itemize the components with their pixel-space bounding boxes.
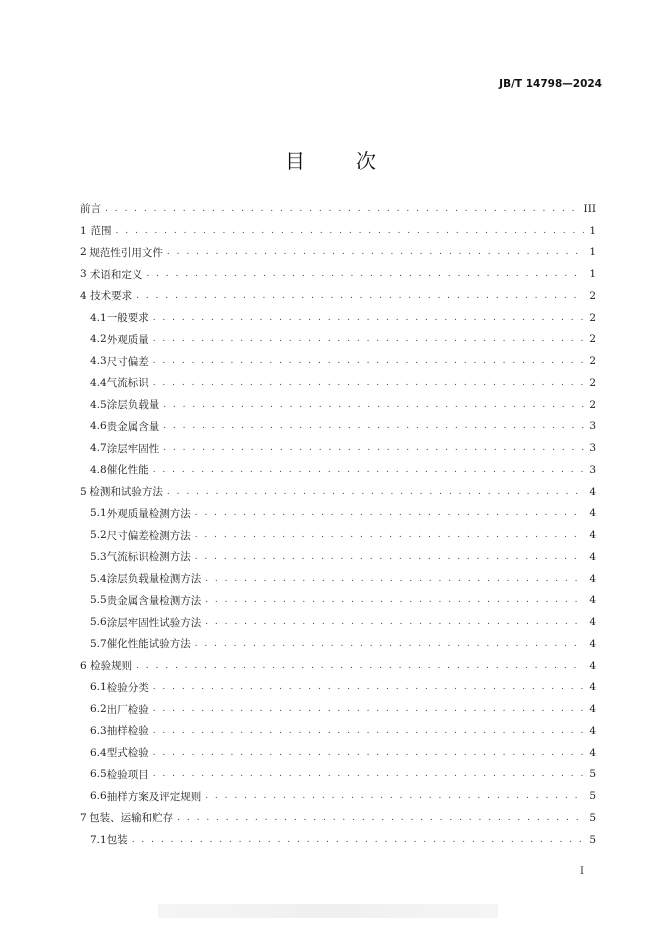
toc-entry-label: 外观质量 bbox=[106, 333, 149, 346]
toc-entry-label: 涂层负载量检测方法 bbox=[106, 573, 202, 586]
toc-entry[interactable] bbox=[80, 546, 596, 568]
toc-entry[interactable] bbox=[80, 307, 596, 329]
toc-leader-dots bbox=[195, 508, 584, 518]
toc-entry[interactable] bbox=[80, 655, 596, 677]
toc-entry[interactable] bbox=[80, 568, 596, 590]
toc-entry-number: 5 bbox=[80, 485, 87, 498]
toc-leader-dots bbox=[167, 247, 584, 257]
toc-entry-page: III bbox=[583, 202, 596, 215]
toc-leader-dots bbox=[153, 726, 584, 736]
toc-entry[interactable] bbox=[80, 481, 596, 503]
toc-entry-label: 检验分类 bbox=[106, 681, 149, 694]
toc-entry-label: 贵金属含量检测方法 bbox=[106, 594, 202, 607]
toc-entry-number: 4 bbox=[80, 289, 87, 302]
toc-entry-page: 2 bbox=[589, 333, 596, 346]
toc-entry-label: 规范性引用文件 bbox=[89, 246, 163, 259]
toc-leader-dots bbox=[163, 443, 584, 453]
toc-entry-number: 4.1 bbox=[90, 311, 107, 324]
toc-entry-number: 2 bbox=[80, 246, 87, 259]
toc-entry[interactable] bbox=[80, 720, 596, 742]
toc-leader-dots bbox=[146, 269, 584, 279]
toc-entry-number: 6.6 bbox=[90, 790, 107, 803]
toc-leader-dots bbox=[153, 356, 584, 366]
toc-entry-label: 贵金属含量 bbox=[106, 420, 160, 433]
toc-entry-label: 涂层负载量 bbox=[106, 399, 160, 412]
toc-entry[interactable] bbox=[80, 524, 596, 546]
toc-entry[interactable] bbox=[80, 503, 596, 525]
toc-entry[interactable] bbox=[80, 785, 596, 807]
toc-entry-label: 涂层牢固性试验方法 bbox=[106, 616, 202, 629]
toc-leader-dots bbox=[136, 661, 584, 671]
toc-leader-dots bbox=[205, 574, 584, 584]
title-char-2: 次 bbox=[356, 149, 377, 173]
toc-entry-page: 5 bbox=[589, 811, 596, 824]
toc-entry[interactable] bbox=[80, 633, 596, 655]
toc-entry-page: 4 bbox=[589, 572, 596, 585]
toc-entry-label: 范围 bbox=[90, 225, 112, 238]
toc-entry-number: 3 bbox=[80, 268, 87, 281]
toc-entry-page: 4 bbox=[589, 550, 596, 563]
toc-entry-label: 尺寸偏差 bbox=[106, 355, 149, 368]
toc-entry-page: 4 bbox=[589, 681, 596, 694]
toc-entry[interactable] bbox=[80, 742, 596, 764]
toc-entry-label: 技术要求 bbox=[90, 290, 133, 303]
toc-entry-label: 尺寸偏差检测方法 bbox=[106, 529, 191, 542]
toc-entry[interactable] bbox=[80, 437, 596, 459]
toc-entry-label: 检验规则 bbox=[90, 660, 133, 673]
toc-entry-number: 1 bbox=[80, 224, 87, 237]
toc-entry[interactable] bbox=[80, 416, 596, 438]
toc-entry-label: 气流标识 bbox=[106, 377, 149, 390]
toc-leader-dots bbox=[163, 421, 584, 431]
toc-entry[interactable] bbox=[80, 764, 596, 786]
toc-entry-number: 5.1 bbox=[90, 507, 107, 520]
toc-entry-number: 4.2 bbox=[90, 333, 107, 346]
toc-entry[interactable] bbox=[80, 242, 596, 264]
toc-entry-page: 4 bbox=[589, 637, 596, 650]
toc-entry-page: 4 bbox=[589, 594, 596, 607]
toc-entry-number: 4.8 bbox=[90, 463, 107, 476]
toc-leader-dots bbox=[205, 617, 584, 627]
toc-entry-number: 4.7 bbox=[90, 442, 107, 455]
toc-entry-label: 型式检验 bbox=[106, 747, 149, 760]
toc-leader-dots bbox=[153, 769, 584, 779]
toc-entry[interactable] bbox=[80, 350, 596, 372]
toc-entry-page: 4 bbox=[589, 507, 596, 520]
toc-entry-number: 5.3 bbox=[90, 550, 107, 563]
toc-entry-label: 前言 bbox=[80, 203, 101, 216]
toc-entry-number: 4.4 bbox=[90, 376, 107, 389]
title-char-1: 目 bbox=[285, 149, 306, 173]
toc-entry[interactable] bbox=[80, 611, 596, 633]
toc-entry-number: 6 bbox=[80, 659, 87, 672]
toc-leader-dots bbox=[163, 400, 584, 410]
toc-entry-label: 抽样方案及评定规则 bbox=[106, 790, 202, 803]
toc-entry[interactable] bbox=[80, 263, 596, 285]
toc-entry-page: 2 bbox=[589, 289, 596, 302]
toc-leader-dots bbox=[153, 378, 584, 388]
toc-leader-dots bbox=[153, 334, 584, 344]
toc-leader-dots bbox=[195, 530, 584, 540]
toc-leader-dots bbox=[195, 639, 584, 649]
toc-entry-page: 5 bbox=[589, 833, 596, 846]
toc-leader-dots bbox=[167, 487, 584, 497]
toc-entry-page: 2 bbox=[589, 355, 596, 368]
toc-entry[interactable] bbox=[80, 590, 596, 612]
toc-entry[interactable] bbox=[80, 459, 596, 481]
toc-leader-dots bbox=[136, 291, 584, 301]
toc-entry-number: 5.7 bbox=[90, 637, 107, 650]
toc-entry-page: 3 bbox=[589, 463, 596, 476]
toc-entry-label: 催化性能 bbox=[106, 464, 149, 477]
toc-entry-page: 4 bbox=[589, 659, 596, 672]
toc-entry[interactable] bbox=[80, 829, 596, 851]
toc-entry-label: 气流标识检测方法 bbox=[106, 551, 191, 564]
toc-entry-number: 6.2 bbox=[90, 703, 107, 716]
toc-entry[interactable] bbox=[80, 285, 596, 307]
toc-entry-number: 6.1 bbox=[90, 681, 107, 694]
toc-entry-page: 1 bbox=[589, 246, 596, 259]
toc-entry-number: 6.5 bbox=[90, 768, 107, 781]
toc-entry-label: 出厂检验 bbox=[106, 703, 149, 716]
table-of-contents bbox=[80, 198, 596, 851]
toc-entry-page: 5 bbox=[589, 790, 596, 803]
toc-entry-label: 外观质量检测方法 bbox=[106, 507, 191, 520]
toc-leader-dots bbox=[205, 791, 584, 801]
toc-entry[interactable] bbox=[80, 198, 596, 220]
toc-entry-number: 5.5 bbox=[90, 594, 107, 607]
toc-entry-number: 5.2 bbox=[90, 529, 107, 542]
toc-leader-dots bbox=[116, 226, 584, 236]
toc-leader-dots bbox=[153, 704, 584, 714]
toc-entry-number: 4.3 bbox=[90, 355, 107, 368]
toc-entry-page: 4 bbox=[589, 746, 596, 759]
toc-entry-number: 4.6 bbox=[90, 420, 107, 433]
toc-entry[interactable] bbox=[80, 372, 596, 394]
toc-entry-page: 5 bbox=[589, 768, 596, 781]
toc-entry-page: 1 bbox=[589, 224, 596, 237]
toc-entry-page: 2 bbox=[589, 311, 596, 324]
page-title bbox=[0, 145, 662, 174]
toc-leader-dots bbox=[195, 552, 584, 562]
toc-leader-dots bbox=[132, 835, 584, 845]
toc-entry-label: 术语和定义 bbox=[89, 268, 143, 281]
toc-entry-page: 4 bbox=[589, 616, 596, 629]
toc-entry-page: 4 bbox=[589, 485, 596, 498]
toc-entry-page: 4 bbox=[589, 529, 596, 542]
toc-leader-dots bbox=[105, 204, 580, 214]
page-number: I bbox=[580, 866, 584, 877]
toc-entry-number: 7.1 bbox=[90, 833, 107, 846]
toc-entry-page: 3 bbox=[589, 420, 596, 433]
toc-entry-number: 6.4 bbox=[90, 746, 107, 759]
toc-leader-dots bbox=[153, 465, 584, 475]
toc-entry-label: 包装、运输和贮存 bbox=[89, 812, 174, 825]
toc-entry[interactable] bbox=[80, 677, 596, 699]
toc-entry-page: 2 bbox=[589, 376, 596, 389]
toc-entry-label: 检验项目 bbox=[106, 768, 149, 781]
toc-entry-page: 4 bbox=[589, 703, 596, 716]
toc-entry[interactable] bbox=[80, 698, 596, 720]
toc-entry-page: 1 bbox=[589, 268, 596, 281]
toc-entry-number: 4.5 bbox=[90, 398, 107, 411]
toc-entry-label: 检测和试验方法 bbox=[89, 486, 163, 499]
toc-leader-dots bbox=[205, 595, 584, 605]
toc-leader-dots bbox=[153, 313, 584, 323]
toc-entry-number: 5.4 bbox=[90, 572, 107, 585]
toc-entry[interactable] bbox=[80, 329, 596, 351]
toc-entry-label: 包装 bbox=[106, 834, 128, 847]
toc-leader-dots bbox=[153, 682, 584, 692]
toc-entry[interactable] bbox=[80, 394, 596, 416]
toc-entry-label: 一般要求 bbox=[106, 312, 149, 325]
toc-entry-page: 2 bbox=[589, 398, 596, 411]
toc-entry-page: 3 bbox=[589, 442, 596, 455]
standard-code: JB/T 14798—2024 bbox=[499, 78, 602, 90]
faded-watermark bbox=[158, 904, 498, 918]
toc-entry-label: 涂层牢固性 bbox=[106, 442, 160, 455]
toc-entry[interactable] bbox=[80, 807, 596, 829]
toc-leader-dots bbox=[177, 813, 584, 823]
toc-entry-page: 4 bbox=[589, 724, 596, 737]
toc-entry-number: 7 bbox=[80, 811, 87, 824]
toc-entry[interactable] bbox=[80, 220, 596, 242]
toc-entry-label: 抽样检验 bbox=[106, 725, 149, 738]
toc-entry-number: 5.6 bbox=[90, 616, 107, 629]
toc-entry-label: 催化性能试验方法 bbox=[106, 638, 191, 651]
toc-leader-dots bbox=[153, 748, 584, 758]
toc-entry-number: 6.3 bbox=[90, 724, 107, 737]
